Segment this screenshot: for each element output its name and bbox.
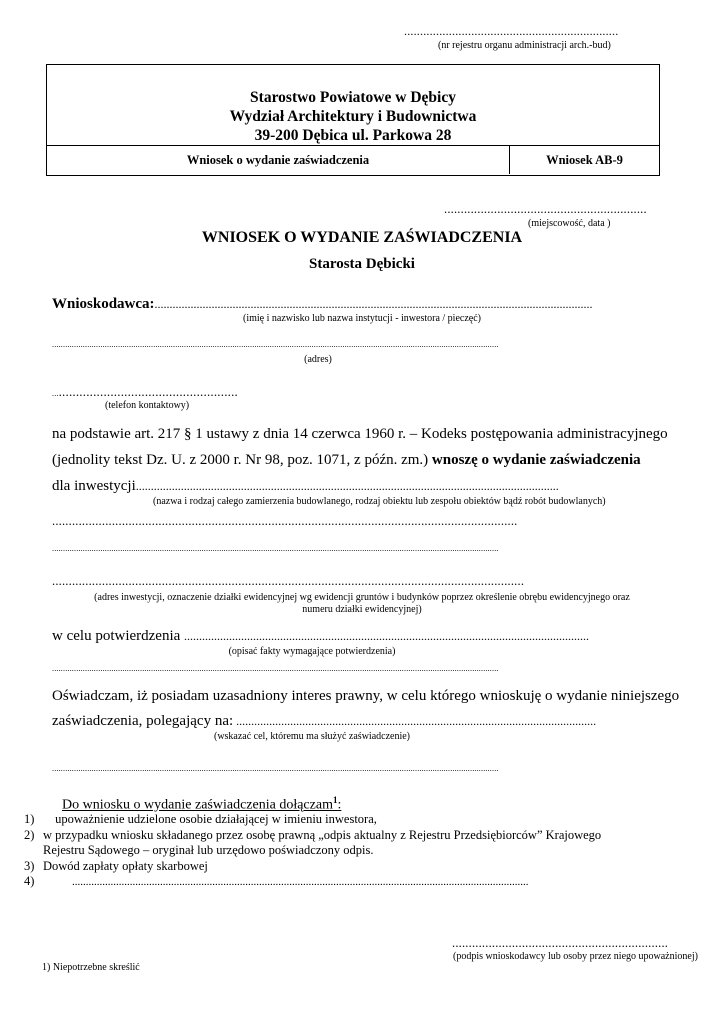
attachments-heading-text: Do wniosku o wydanie zaświadczenia dołączam — [62, 797, 333, 813]
attachment-text: Rejestru Sądowego – oryginał lub urzędowo poświadczony odpis. — [43, 843, 374, 857]
registry-number-dots[interactable]: ................................................................... — [404, 24, 619, 38]
investment-field-line2[interactable]: ............................................................................................................................................ — [52, 514, 518, 528]
applicant-field[interactable]: .................................................................................................................................................. — [154, 297, 593, 311]
attachment-text: Dowód zapłaty opłaty skarbowej — [43, 859, 208, 873]
attachment-number: 1) — [24, 812, 35, 826]
investment-address-caption-line1: (adres inwestycji, oznaczenie działki ewidencyjnej wg ewidencji gruntów i budynków poprzez określenie obrębu ewidencyjnego oraz — [94, 592, 630, 603]
purpose-field[interactable]: ....................................................................................................................................... — [184, 629, 590, 643]
applicant-row — [52, 296, 672, 313]
declaration-field-line2[interactable]: ........................................................................................................................................................................................................... — [52, 764, 499, 773]
legal-basis-line1: na podstawie art. 217 § 1 ustawy z dnia 14 czerwca 1960 r. – Kodeks postępowania administracyjnego — [52, 426, 668, 442]
footnote-marker: 1 — [332, 795, 338, 805]
form-code: Wniosek AB-9 — [546, 153, 623, 167]
attachment-number: 2) — [24, 828, 35, 842]
legal-basis-line2 — [52, 452, 641, 469]
attachment-item-3 — [24, 859, 208, 874]
place-date-caption: (miejscowość, data ) — [528, 218, 611, 229]
attachment-number: 4) — [24, 874, 35, 888]
office-address: 39-200 Dębica ul. Parkowa 28 — [254, 127, 452, 144]
declaration-caption: (wskazać cel, któremu ma służyć zaświadczenie) — [213, 731, 410, 742]
office-name: Starostwo Powiatowe w Dębicy — [250, 89, 456, 106]
investment-field-line3[interactable]: ........................................................................................................................................................................................................... — [52, 544, 499, 553]
request-statement: wnoszę o wydanie zaświadczenia — [431, 452, 641, 468]
form-name: Wniosek o wydanie zaświadczenia — [47, 146, 510, 174]
address-caption: (adres) — [304, 354, 332, 365]
investment-field[interactable]: ............................................................................................................................................. — [135, 479, 559, 493]
attachments-heading — [62, 795, 341, 814]
investment-address-caption-line2: numeru działki ewidencyjnej) — [302, 604, 422, 615]
purpose-label: w celu potwierdzenia — [52, 628, 181, 644]
purpose-row — [52, 628, 672, 645]
declaration-line1: Oświadczam, iż posiadam uzasadniony interes prawny, w celu którego wnioskuję o wydanie niniejszego — [52, 688, 680, 704]
attachment-text: w przypadku wniosku składanego przez osobę prawną „odpis aktualny z Rejestru Przedsiębiorców” Krajowego — [43, 828, 602, 842]
footnote: 1) Niepotrzebne skreślić — [42, 962, 140, 973]
phone-row — [52, 384, 238, 400]
applicant-caption: (imię i nazwisko lub nazwa instytucji - inwestora / pieczęć) — [243, 313, 481, 324]
purpose-caption: (opisać fakty wymagające potwierdzenia) — [228, 646, 396, 657]
declaration-field[interactable]: ........................................................................................................................ — [233, 714, 597, 728]
purpose-field-line2[interactable]: ........................................................................................................................................................................................................... — [52, 664, 499, 673]
attachment-item-1 — [24, 812, 377, 827]
legal-basis-citation: (jednolity tekst Dz. U. z 2000 r. Nr 98, poz. 1071, z późn. zm.) — [52, 452, 432, 468]
phone-dots-prefix: ... — [52, 389, 59, 398]
form-identifier-row — [47, 146, 659, 174]
address-field[interactable]: ........................................................................................................................................................................................................... — [52, 340, 499, 349]
declaration-row — [52, 713, 672, 730]
attachment-other-field[interactable]: ...................................................................................................................................................................... — [72, 876, 529, 888]
investment-address-field[interactable]: .............................................................................................................................................. — [52, 574, 525, 588]
signature-caption: (podpis wnioskodawcy lub osoby przez niego upoważnionej) — [453, 951, 698, 962]
place-date-field[interactable]: ............................................................. — [444, 202, 647, 216]
attachment-item-2-continued — [24, 843, 374, 858]
phone-caption: (telefon kontaktowy) — [105, 400, 190, 411]
investment-caption: (nazwa i rodzaj całego zamierzenia budowlanego, rodzaj obiektu lub zespołu obiektów bądź robót budowlanych) — [153, 496, 606, 507]
document-title: WNIOSEK O WYDANIE ZAŚWIADCZENIA — [201, 229, 523, 246]
attachment-number: 3) — [24, 859, 35, 873]
applicant-label: Wnioskodawca: — [52, 296, 155, 312]
document-addressee: Starosta Dębicki — [309, 256, 415, 272]
signature-field[interactable]: ................................................................. — [452, 936, 669, 950]
attachment-text: upoważnienie udzielone osobie działającej w imieniu inwestora, — [52, 812, 377, 826]
investment-row — [52, 478, 672, 495]
investment-label: dla inwestycji — [52, 478, 136, 494]
attachment-item-2 — [24, 828, 601, 843]
registry-number-caption: (nr rejestru organu administracji arch.-bud) — [438, 40, 611, 51]
office-header-box — [46, 64, 660, 176]
declaration-label: zaświadczenia, polegający na: — [52, 713, 234, 729]
investment-address-caption — [52, 592, 672, 616]
phone-field[interactable]: .................................................... — [58, 384, 239, 399]
office-header — [47, 65, 659, 146]
office-department: Wydział Architektury i Budownictwa — [229, 108, 477, 125]
attachment-item-4 — [24, 874, 672, 889]
attachments-heading-colon: : — [337, 797, 342, 813]
